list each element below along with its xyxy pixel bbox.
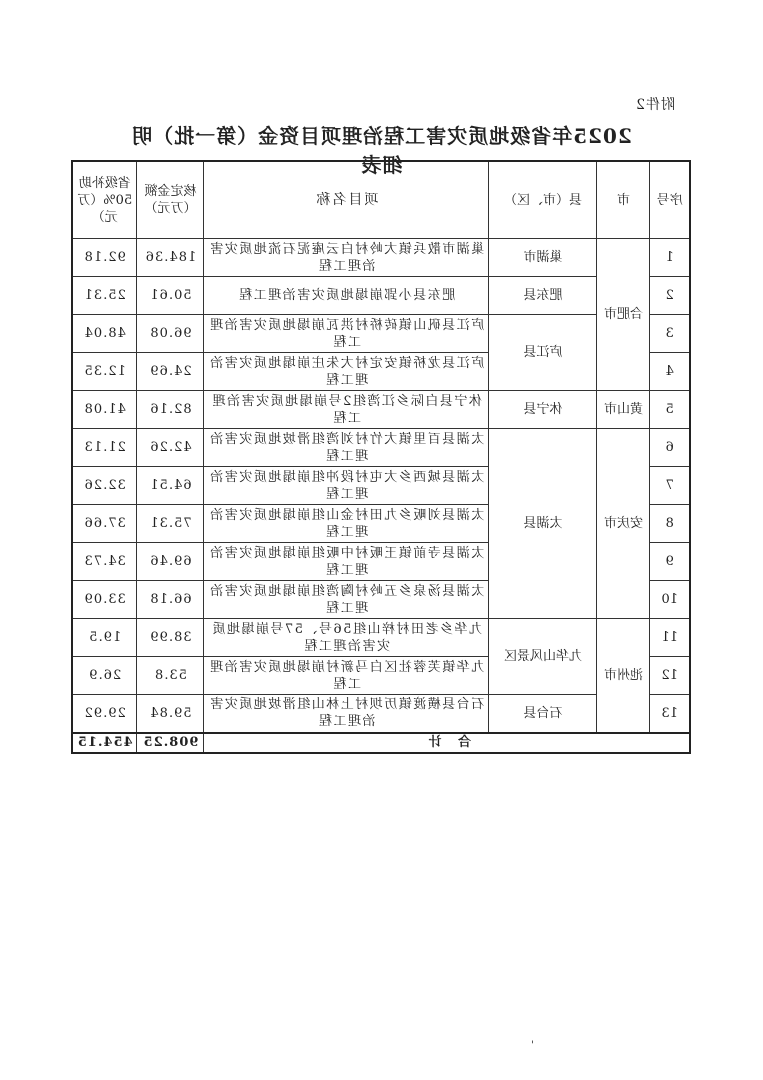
- project-name: 太湖县百里镇大竹村刘湾组滑坡地质灾害治理工程: [204, 429, 489, 467]
- approved-amount: 184.36: [137, 239, 204, 277]
- subsidy-amount: 92.18: [72, 239, 137, 277]
- subsidy-amount: 29.92: [72, 695, 137, 733]
- header-approved-amount: 核定金额（万元）: [137, 161, 204, 239]
- approved-amount: 82.16: [137, 391, 204, 429]
- subsidy-amount: 37.66: [72, 505, 137, 543]
- project-name: 九华镇芙蓉社区白马新村崩塌地质灾害治理工程: [204, 657, 489, 695]
- approved-amount: 69.46: [137, 543, 204, 581]
- subsidy-amount: 48.04: [72, 315, 137, 353]
- project-name: 九华乡老田村梓山组56号、57号崩塌地质灾害治理工程: [204, 619, 489, 657]
- row-index: 6: [650, 429, 690, 467]
- approved-amount: 24.69: [137, 353, 204, 391]
- row-index: 3: [650, 315, 690, 353]
- project-name: 肥东县小郢崩塌地质灾害治理工程: [204, 277, 489, 315]
- project-name: 庐江县龙桥镇安定村大朱庄崩塌地质灾害治理工程: [204, 353, 489, 391]
- scan-mark: ': [531, 1040, 534, 1051]
- header-row: [72, 161, 690, 239]
- project-name: 休宁县白际乡江湾组2号崩塌地质灾害治理工程: [204, 391, 489, 429]
- project-name: 太湖县汤泉乡五岭村陶湾组崩塌地质灾害治理工程: [204, 581, 489, 619]
- table-row: [72, 429, 690, 467]
- attachment-label: 附件2: [635, 97, 675, 113]
- header-project-name: 项目名称: [204, 161, 489, 239]
- funding-table: [71, 160, 691, 754]
- subsidy-amount: 19.5: [72, 619, 137, 657]
- approved-amount: 66.18: [137, 581, 204, 619]
- approved-amount: 59.84: [137, 695, 204, 733]
- project-name: 巢湖市散兵镇大岭村白云庵泥石流地质灾害治理工程: [204, 239, 489, 277]
- table-row: [72, 619, 690, 657]
- total-approved-amount: 908.25: [137, 733, 204, 753]
- county-cell: 巢湖市: [489, 239, 597, 277]
- county-cell: 肥东县: [489, 277, 597, 315]
- subsidy-amount: 34.73: [72, 543, 137, 581]
- county-cell: 庐江县: [489, 315, 597, 391]
- county-cell: 太湖县: [489, 429, 597, 619]
- total-subsidy: 454.15: [72, 733, 137, 753]
- county-cell: 九华山风景区: [489, 619, 597, 695]
- header-index: 序号: [650, 161, 690, 239]
- subsidy-amount: 33.09: [72, 581, 137, 619]
- project-name: 庐江县矾山镇砖桥村洪瓦崩塌地质灾害治理工程: [204, 315, 489, 353]
- project-name: 太湖县寺前镇王畈村中畈组崩塌地质灾害治理工程: [204, 543, 489, 581]
- approved-amount: 96.08: [137, 315, 204, 353]
- project-name: 石台县横渡镇历坝村上林山组滑坡地质灾害治理工程: [204, 695, 489, 733]
- city-cell: 安庆市: [597, 429, 650, 619]
- row-index: 1: [650, 239, 690, 277]
- subsidy-amount: 32.26: [72, 467, 137, 505]
- row-index: 11: [650, 619, 690, 657]
- approved-amount: 50.61: [137, 277, 204, 315]
- header-county: 县（市、区）: [489, 161, 597, 239]
- table-row: [72, 239, 690, 277]
- document-title: 2025年省级地质灾害工程治理项目资金（第一批）明细表: [131, 124, 632, 177]
- approved-amount: 42.26: [137, 429, 204, 467]
- row-index: 5: [650, 391, 690, 429]
- row-index: 10: [650, 581, 690, 619]
- project-name: 太湖县城西乡大屯村段冲组崩塌地质灾害治理工程: [204, 467, 489, 505]
- subsidy-amount: 26.9: [72, 657, 137, 695]
- approved-amount: 53.8: [137, 657, 204, 695]
- approved-amount: 64.51: [137, 467, 204, 505]
- county-cell: 石台县: [489, 695, 597, 733]
- total-label: 合 计: [204, 733, 690, 753]
- header-subsidy: 省级补助50%（万元）: [72, 161, 137, 239]
- subsidy-amount: 12.35: [72, 353, 137, 391]
- city-cell: 合肥市: [597, 239, 650, 391]
- county-cell: 休宁县: [489, 391, 597, 429]
- subsidy-amount: 21.13: [72, 429, 137, 467]
- subsidy-amount: 41.08: [72, 391, 137, 429]
- row-index: 2: [650, 277, 690, 315]
- row-index: 13: [650, 695, 690, 733]
- project-name: 太湖县刘畈乡九田村金山组崩塌地质灾害治理工程: [204, 505, 489, 543]
- city-cell: 黄山市: [597, 391, 650, 429]
- row-index: 4: [650, 353, 690, 391]
- row-index: 7: [650, 467, 690, 505]
- row-index: 12: [650, 657, 690, 695]
- row-index: 9: [650, 543, 690, 581]
- header-city: 市: [597, 161, 650, 239]
- approved-amount: 38.99: [137, 619, 204, 657]
- approved-amount: 75.31: [137, 505, 204, 543]
- row-index: 8: [650, 505, 690, 543]
- subsidy-amount: 25.31: [72, 277, 137, 315]
- total-row: [72, 733, 690, 753]
- city-cell: 池州市: [597, 619, 650, 733]
- table-row: [72, 391, 690, 429]
